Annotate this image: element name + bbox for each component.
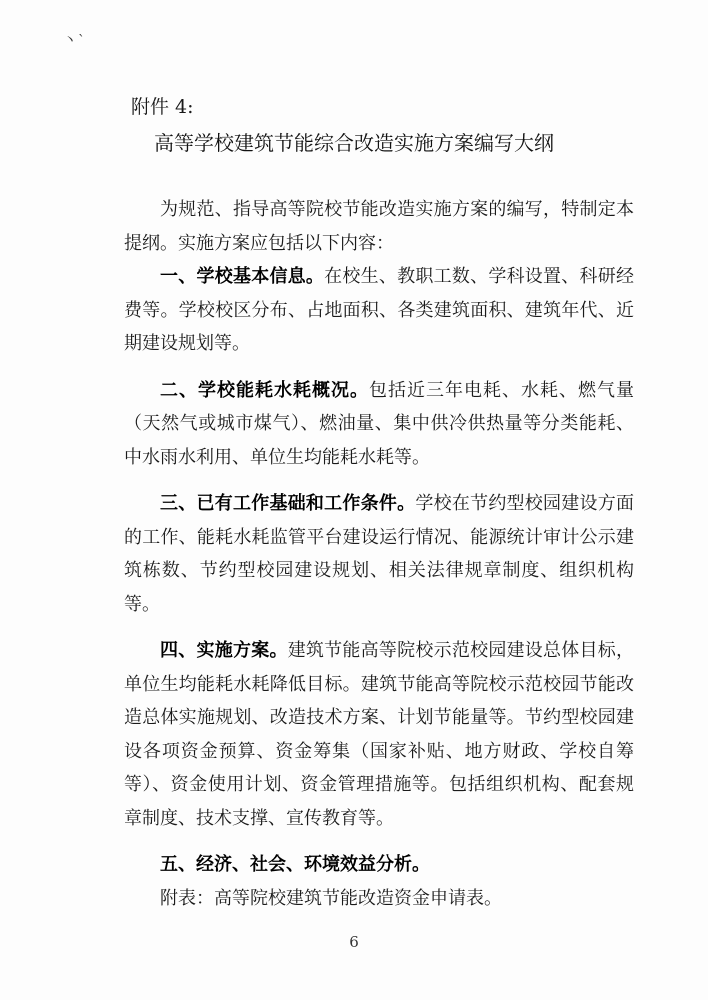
section-2-heading: 二、学校能耗水耗概况。 xyxy=(160,379,369,401)
page-number: 6 xyxy=(349,933,359,951)
section-3-paragraph xyxy=(124,487,634,621)
section-1-paragraph xyxy=(124,260,634,361)
section-2-body: 包括近三年电耗、水耗、燃气量（天然气或城市煤气）、燃油量、集中供冷供热量等分类能耗、中水雨水利用、单位生均能耗水耗等。 xyxy=(124,379,634,468)
intro-paragraph: 为规范、指导高等院校节能改造实施方案的编写，特制定本提纲。实施方案应包括以下内容： xyxy=(124,199,634,254)
section-4-paragraph xyxy=(124,634,634,835)
section-4-body: 建筑节能高等院校示范校园建设总体目标，单位生均能耗水耗降低目标。建筑节能高等院校示范校园节能改造总体实施规划、改造技术方案、计划节能量等。节约型校园建设各项资金预算、资金筹集（国家补贴、地方财政、学校自筹等）、资金使用计划、资金管理措施等。包括组织机构、配套规章制度、技术支撑、宣传教育等。 xyxy=(124,640,635,829)
section-3-heading: 三、已有工作基础和工作条件。 xyxy=(160,493,416,514)
document-body xyxy=(124,193,634,915)
document-title: 高等学校建筑节能综合改造实施方案编写大纲 xyxy=(154,131,554,155)
section-5-paragraph xyxy=(124,848,634,882)
scan-speck: 丶` xyxy=(63,33,86,49)
attachment-label: 附件 4: xyxy=(131,96,194,118)
appendix-note: 附表：高等院校建筑节能改造资金申请表。 xyxy=(160,887,502,909)
section-5-heading: 五、经济、社会、环境效益分析。 xyxy=(160,854,430,875)
section-4-heading: 四、实施方案。 xyxy=(160,640,288,661)
section-1-body: 在校生、教职工数、学科设置、科研经费等。学校校区分布、占地面积、各类建筑面积、建筑年代、近期建设规划等。 xyxy=(124,266,635,354)
section-2-paragraph xyxy=(124,374,634,475)
section-3-body: 学校在节约型校园建设方面的工作、能耗水耗监管平台建设运行情况、能源统计审计公示建筑栋数、节约型校园建设规划、相关法律规章制度、组织机构等。 xyxy=(124,493,634,615)
section-1-heading: 一、学校基本信息。 xyxy=(160,266,325,287)
